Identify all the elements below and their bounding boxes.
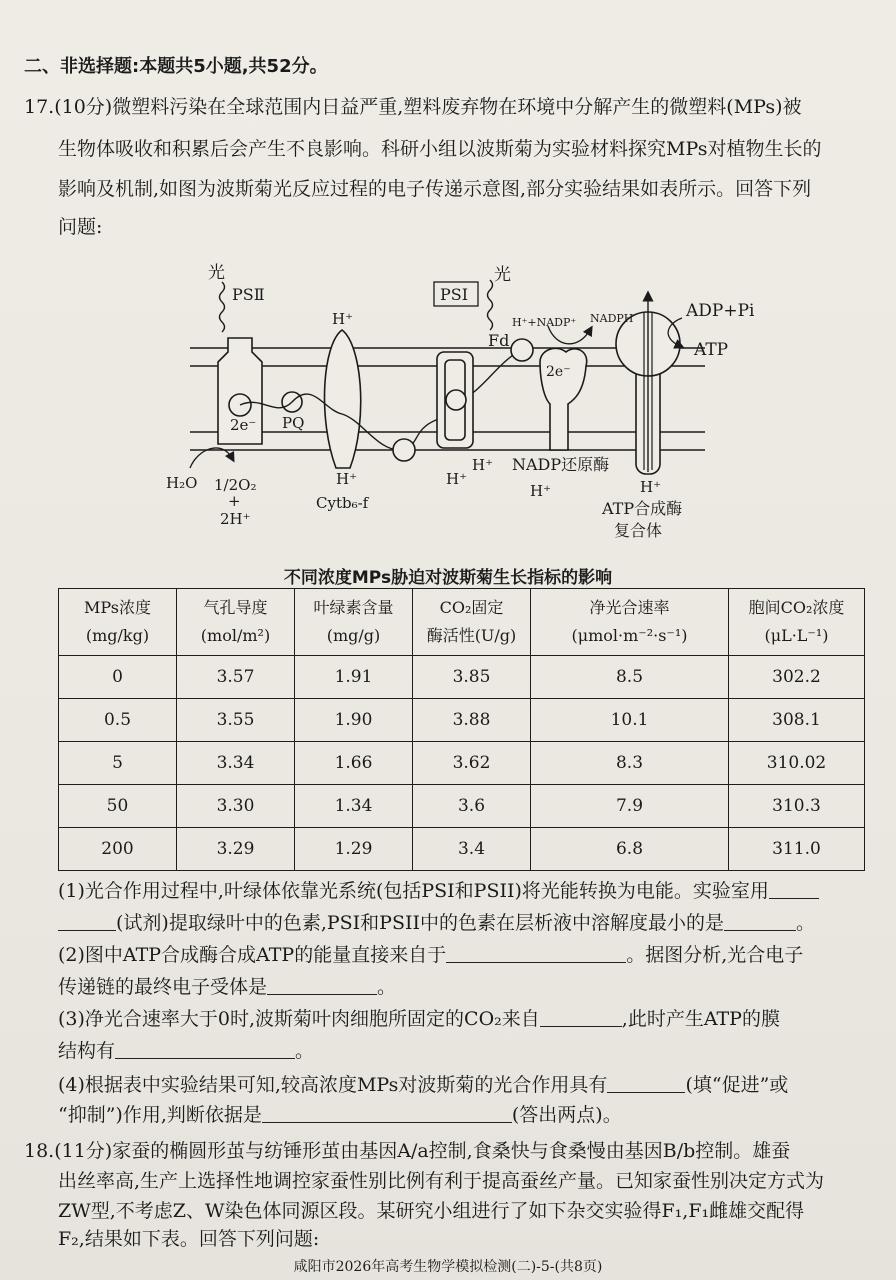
table-header-cell: CO₂固定 酶活性(U/g)	[413, 589, 531, 656]
answer-blank[interactable]	[262, 1104, 512, 1123]
table-cell: 310.02	[729, 742, 865, 785]
nadp-reactant-label: H⁺+NADP⁺	[512, 316, 577, 329]
q18-number: 18.	[24, 1140, 55, 1162]
table-row	[59, 656, 865, 699]
q18-points: (11分)	[54, 1140, 113, 1162]
table-cell: 8.5	[531, 656, 729, 699]
psi-complex	[437, 352, 473, 448]
q17-line-1	[24, 96, 802, 118]
answer-blank[interactable]	[446, 944, 626, 963]
q17-sub1-text: (1)光合作用过程中,叶绿体依靠光系统(包括PSI和PSII)将光能转换为电能。实验室用	[58, 880, 769, 902]
table-header-cell: 气孔导度 (mol/m²)	[177, 589, 295, 656]
q18-text-line: 家蚕的椭圆形茧与纺锤形茧由基因A/a控制,食桑快与食桑慢由基因B/b控制。雄蚕	[112, 1140, 791, 1162]
answer-blank[interactable]	[115, 1040, 295, 1059]
cytb-label: Cytb₆-f	[316, 494, 369, 512]
table-cell: 3.29	[177, 828, 295, 871]
q17-stem-line: 影响及机制,如图为波斯菊光反应过程的电子传递示意图,部分实验结果如表所示。回答下列	[58, 178, 812, 200]
table-row	[59, 742, 865, 785]
nadph-label: NADPH	[590, 312, 634, 325]
answer-blank[interactable]	[724, 912, 796, 931]
light-wave-left	[220, 282, 225, 332]
q17-sub2-line-b	[58, 976, 396, 998]
light-label-left: 光	[208, 263, 225, 283]
table-cell: 3.88	[413, 699, 531, 742]
q17-stem-line: 问题:	[58, 216, 103, 238]
table-header-cell: 叶绿素含量 (mg/g)	[295, 589, 413, 656]
table-cell: 1.91	[295, 656, 413, 699]
table-cell: 3.30	[177, 785, 295, 828]
q17-sub4-text: (4)根据表中实验结果可知,较高浓度MPs对波斯菊的光合作用具有	[58, 1074, 608, 1096]
q17-sub2-text: 。据图分析,光合电子	[626, 944, 804, 966]
answer-blank[interactable]	[267, 976, 377, 995]
table-cell: 1.29	[295, 828, 413, 871]
q17-sub2-end: 。	[377, 976, 397, 998]
electron-transport-diagram	[0, 250, 896, 550]
q18-text-line: ZW型,不考虑Z、W染色体同源区段。某研究小组进行了如下杂交实验得F₁,F₁雌雄交配得	[58, 1200, 805, 1222]
table-cell: 3.62	[413, 742, 531, 785]
o2-label: 1/2O₂	[214, 476, 257, 494]
two-h-label: 2H⁺	[220, 510, 251, 528]
h-mid2-label: H⁺	[446, 470, 467, 488]
table-header-cell: MPs浓度 (mg/kg)	[59, 589, 177, 656]
q17-stem-line: 生物体吸收和积累后会产生不良影响。科研小组以波斯菊为实验材料探究MPs对植物生长的	[58, 138, 822, 160]
q17-sub4-text: “抑制”)作用,判断依据是	[58, 1104, 262, 1126]
q17-sub4-line-a	[58, 1074, 788, 1096]
q17-sub4-text: (填“促进”或	[685, 1074, 789, 1096]
fd-label: Fd	[488, 331, 510, 350]
q17-sub4-text: (答出两点)。	[511, 1104, 622, 1126]
atp-synthase-label-2: 复合体	[614, 521, 663, 540]
psii-label: PSⅡ	[232, 285, 265, 304]
answer-blank[interactable]	[607, 1074, 685, 1093]
h-mid1-label: H⁺	[472, 456, 493, 474]
table-cell: 3.55	[177, 699, 295, 742]
q18-text-line: F₂,结果如下表。回答下列问题:	[58, 1228, 320, 1250]
q17-sub3-text: 结构有	[58, 1040, 116, 1062]
q17-sub1-line-a	[58, 880, 819, 902]
q17-sub2-text: 传递链的最终电子受体是	[58, 976, 268, 998]
q17-sub1-end: 。	[795, 912, 815, 934]
table-cell: 310.3	[729, 785, 865, 828]
table-row	[59, 785, 865, 828]
table-cell: 0	[59, 656, 177, 699]
table-cell: 6.8	[531, 828, 729, 871]
fd-carrier	[511, 339, 533, 361]
light-wave-right	[488, 280, 493, 330]
e-left-label: 2e⁻	[230, 416, 257, 434]
table-cell: 1.34	[295, 785, 413, 828]
atp-synthase-label-1: ATP合成酶	[602, 499, 683, 518]
h-cytb-label: H⁺	[336, 470, 357, 488]
atp-label: ATP	[694, 340, 729, 360]
water-split-arrow	[190, 448, 232, 468]
table-cell: 1.90	[295, 699, 413, 742]
q17-stem-line: 微塑料污染在全球范围内日益严重,塑料废弃物在环境中分解产生的微塑料(MPs)被	[112, 96, 802, 118]
table-cell: 3.4	[413, 828, 531, 871]
q17-sub2-line-a	[58, 944, 803, 966]
table-cell: 1.66	[295, 742, 413, 785]
adp-pi-label: ADP+Pi	[686, 301, 755, 321]
h-top-label: H⁺	[332, 310, 353, 328]
table-row	[59, 828, 865, 871]
e-right-label: 2e⁻	[546, 364, 571, 380]
q17-sub2-text: (2)图中ATP合成酶合成ATP的能量直接来自于	[58, 944, 447, 966]
table-cell: 10.1	[531, 699, 729, 742]
table-cell: 0.5	[59, 699, 177, 742]
mps-data-table	[58, 588, 865, 871]
q17-sub3-end: 。	[295, 1040, 315, 1062]
cytb6f-complex	[325, 330, 361, 468]
table-cell: 3.57	[177, 656, 295, 699]
table-cell: 8.3	[531, 742, 729, 785]
q17-points: (10分)	[54, 96, 113, 118]
nadp-enzyme-label: NADP还原酶	[512, 455, 610, 474]
q17-sub3-text: (3)净光合速率大于0时,波斯菊叶肉细胞所固定的CO₂来自	[58, 1008, 540, 1030]
table-header-cell: 净光合速率 (μmol·m⁻²·s⁻¹)	[531, 589, 729, 656]
answer-blank[interactable]	[58, 912, 116, 931]
light-label-right: 光	[494, 265, 511, 285]
table-cell: 200	[59, 828, 177, 871]
table-cell: 3.34	[177, 742, 295, 785]
q18-text-line: 出丝率高,生产上选择性地调控家蚕性别比例有利于提高蚕丝产量。已知家蚕性别决定方式为	[58, 1170, 825, 1192]
answer-blank[interactable]	[540, 1008, 622, 1027]
table-title: 不同浓度MPs胁迫对波斯菊生长指标的影响	[283, 568, 613, 588]
page-footer: 咸阳市2026年高考生物学模拟检测(二)-5-(共8页)	[293, 1259, 603, 1275]
q17-sub3-text: ,此时产生ATP的膜	[621, 1008, 780, 1030]
q17-sub3-line-b	[58, 1040, 314, 1062]
table-cell: 7.9	[531, 785, 729, 828]
h2o-label: H₂O	[166, 474, 198, 492]
h-bottom-label: H⁺	[530, 482, 551, 500]
table-header-cell: 胞间CO₂浓度 (μL·L⁻¹)	[729, 589, 865, 656]
table-cell: 311.0	[729, 828, 865, 871]
q17-sub1-line-b	[58, 912, 815, 934]
table-cell: 308.1	[729, 699, 865, 742]
q18-line-1	[24, 1140, 790, 1162]
table-header-row	[59, 589, 865, 656]
psi-label: PSⅠ	[440, 285, 469, 304]
table-cell: 50	[59, 785, 177, 828]
q17-sub4-line-b	[58, 1104, 622, 1126]
plus-label: +	[228, 492, 241, 510]
q17-number: 17.	[24, 96, 55, 118]
plastocyanin-carrier	[393, 439, 415, 461]
q17-sub1-text: (试剂)提取绿叶中的色素,PSI和PSII中的色素在层析液中溶解度最小的是	[116, 912, 724, 934]
answer-blank[interactable]	[769, 880, 819, 899]
q17-sub3-line-a	[58, 1008, 780, 1030]
pq-label: PQ	[282, 414, 305, 432]
table-row	[59, 699, 865, 742]
table-cell: 3.85	[413, 656, 531, 699]
table-cell: 5	[59, 742, 177, 785]
h-atp-label: H⁺	[640, 478, 661, 496]
section-header: 二、非选择题:本题共5小题,共52分。	[24, 56, 328, 77]
table-cell: 3.6	[413, 785, 531, 828]
table-cell: 302.2	[729, 656, 865, 699]
